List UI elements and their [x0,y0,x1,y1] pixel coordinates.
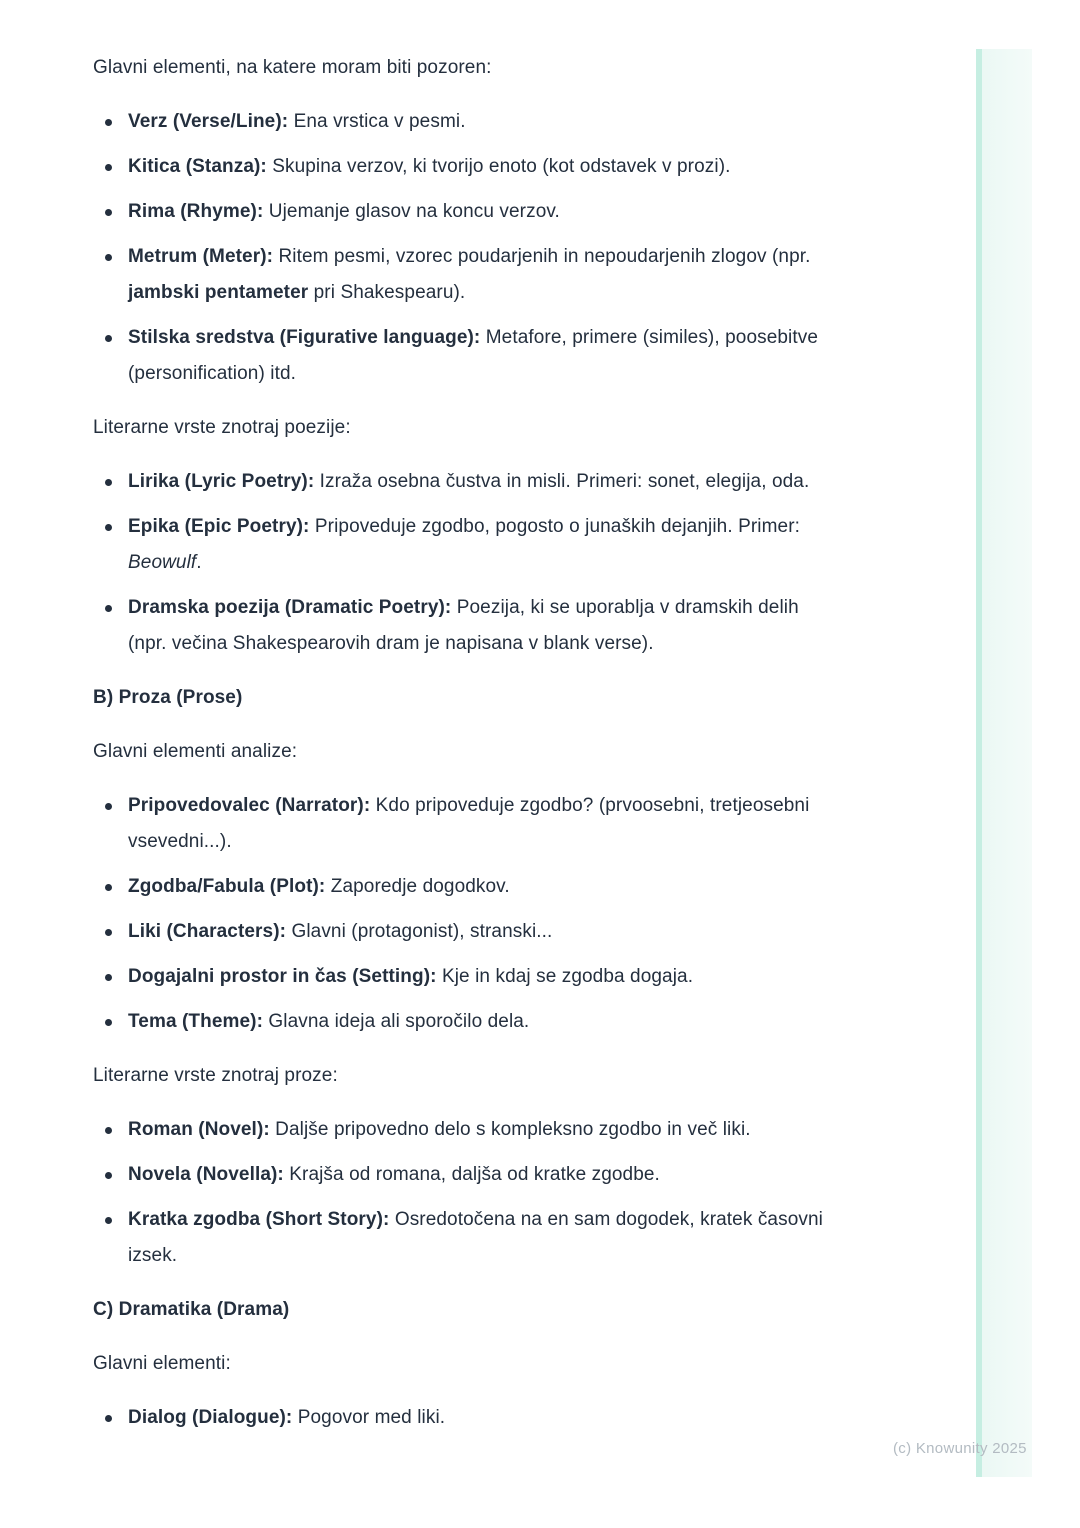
bullet-icon [105,479,112,486]
bullet-icon [105,884,112,891]
list-item-text [128,966,693,987]
list-item [93,788,835,860]
text-segment: pri Shakespearu). [308,282,466,303]
text-segment: Glavna ideja ali sporočilo dela. [263,1011,530,1032]
paragraph [93,410,835,446]
text-segment: Glavni elementi: [93,1353,231,1374]
bold-text-segment: Rima (Rhyme): [128,201,264,222]
list-item-text [128,1209,823,1266]
bullet-list [93,104,835,392]
bold-text-segment: Roman (Novel): [128,1119,270,1140]
list-item [93,1157,835,1193]
bullet-list [93,1112,835,1274]
list-item [93,959,835,995]
bold-text-segment: Epika (Epic Poetry): [128,516,310,537]
text-segment: . [196,552,202,573]
list-item [93,1112,835,1148]
list-item [93,239,835,311]
bold-text-segment: Tema (Theme): [128,1011,264,1032]
list-item [93,149,835,185]
list-item-text [128,876,510,897]
text-segment: Glavni (protagonist), stranski... [286,921,553,942]
text-segment: Osredotočena na en sam dogodek, kratek časovni izsek. [128,1209,823,1266]
text-segment: Glavni elementi analize: [93,741,298,762]
bullet-icon [105,1172,112,1179]
list-item-text [128,1119,751,1140]
list-item-text [128,1407,445,1428]
text-segment: Kje in kdaj se zgodba dogaja. [436,966,694,987]
bullet-icon [105,803,112,810]
list-item-text [128,1011,529,1032]
bold-text-segment: Pripovedovalec (Narrator): [128,795,371,816]
text-segment: B) Proza (Prose) [93,687,243,708]
bold-text-segment: Dialog (Dialogue): [128,1407,293,1428]
bullet-icon [105,1127,112,1134]
bullet-icon [105,254,112,261]
text-segment: Metafore, primere (similes), poosebitve (personification) itd. [128,327,819,384]
list-item-text [128,111,466,132]
text-segment: Poezija, ki se uporablja v dramskih delih (npr. večina Shakespearovih dram je napisana v blank verse). [128,597,799,654]
text-segment: Ritem pesmi, vzorec poudarjenih in nepoudarjenih zlogov (npr. [273,246,811,267]
paragraph [93,1058,835,1094]
section-heading [93,680,835,716]
bold-text-segment: Dogajalni prostor in čas (Setting): [128,966,437,987]
bold-text-segment: jambski pentameter [128,282,309,303]
text-segment: Pripoveduje zgodbo, pogosto o junaških dejanjih. Primer: [309,516,800,537]
text-segment: Literarne vrste znotraj poezije: [93,417,351,438]
bold-text-segment: Lirika (Lyric Poetry): [128,471,315,492]
text-segment: Glavni elementi, na katere moram biti pozoren: [93,57,492,78]
text-segment: Daljše pripovedno delo s kompleksno zgodbo in več liki. [269,1119,751,1140]
list-item [93,1202,835,1274]
bold-text-segment: Kratka zgodba (Short Story): [128,1209,390,1230]
list-item-text [128,201,560,222]
bullet-list [93,788,835,1040]
bullet-icon [105,524,112,531]
list-item [93,464,835,500]
list-item-text [128,921,552,942]
list-item-text [128,516,800,573]
text-segment: Zaporedje dogodkov. [325,876,510,897]
list-item [93,320,835,392]
list-item [93,1004,835,1040]
bullet-icon [105,164,112,171]
paragraph [93,734,835,770]
list-item-text [128,795,809,852]
text-segment: Pogovor med liki. [292,1407,446,1428]
bold-text-segment: Stilska sredstva (Figurative language): [128,327,481,348]
document-content [93,50,835,1454]
text-segment: Literarne vrste znotraj proze: [93,1065,338,1086]
bullet-icon [105,119,112,126]
bullet-icon [105,209,112,216]
text-segment: C) Dramatika (Drama) [93,1299,290,1320]
list-item-text [128,1164,660,1185]
list-item [93,1400,835,1436]
bullet-icon [105,929,112,936]
bullet-icon [105,1019,112,1026]
bullet-icon [105,1415,112,1422]
bullet-icon [105,974,112,981]
list-item [93,914,835,950]
bold-text-segment: Kitica (Stanza): [128,156,267,177]
bold-text-segment: Metrum (Meter): [128,246,274,267]
copyright-watermark: (c) Knowunity 2025 [893,1440,1027,1457]
list-item [93,194,835,230]
list-item [93,869,835,905]
text-segment: Kdo pripoveduje zgodbo? (prvoosebni, tretjeosebni vsevedni...). [128,795,810,852]
section-heading [93,1292,835,1328]
list-item-text [128,327,818,384]
text-segment: Skupina verzov, ki tvorijo enoto (kot odstavek v prozi). [266,156,731,177]
decorative-stripe [976,49,1032,1477]
bullet-icon [105,605,112,612]
text-segment: Ena vrstica v pesmi. [288,111,466,132]
list-item-text [128,471,809,492]
text-segment: Krajša od romana, daljša od kratke zgodbe. [283,1164,660,1185]
paragraph [93,1346,835,1382]
bullet-list [93,464,835,662]
bullet-list [93,1400,835,1436]
list-item [93,104,835,140]
list-item-text [128,246,811,303]
text-segment: Ujemanje glasov na koncu verzov. [263,201,560,222]
paragraph [93,50,835,86]
list-item-text [128,597,799,654]
bold-text-segment: Novela (Novella): [128,1164,284,1185]
bullet-icon [105,335,112,342]
bullet-icon [105,1217,112,1224]
bold-text-segment: Dramska poezija (Dramatic Poetry): [128,597,452,618]
bold-text-segment: Verz (Verse/Line): [128,111,289,132]
text-segment: Izraža osebna čustva in misli. Primeri: sonet, elegija, oda. [314,471,810,492]
list-item-text [128,156,731,177]
italic-text-segment: Beowulf [128,552,197,573]
list-item [93,590,835,662]
bold-text-segment: Liki (Characters): [128,921,287,942]
list-item [93,509,835,581]
bold-text-segment: Zgodba/Fabula (Plot): [128,876,326,897]
